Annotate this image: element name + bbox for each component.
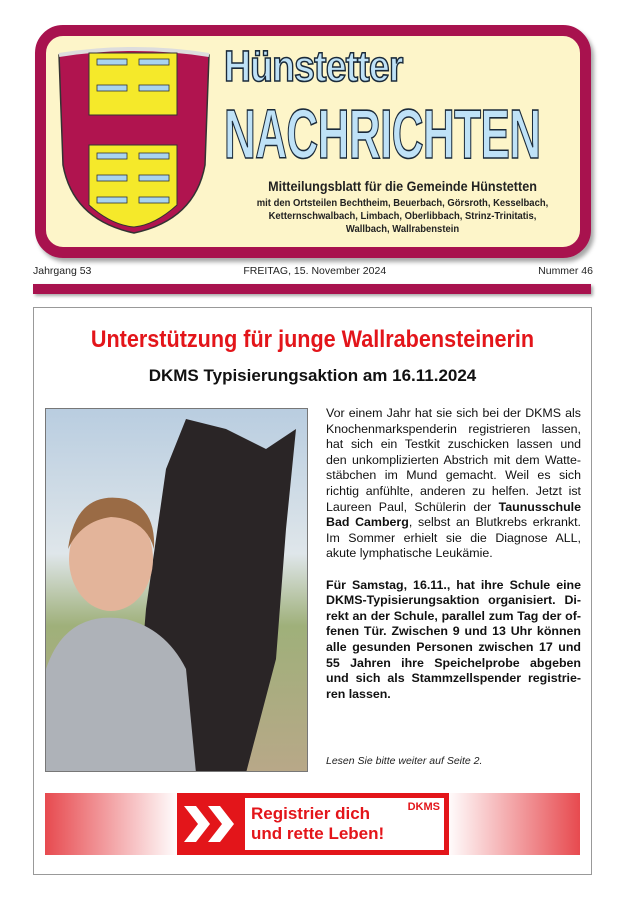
- article-line: Laureen Paul, Schülerin der Taunusschule: [326, 499, 581, 514]
- article-line: fenen Tür. Zwischen 9 und 13 Uhr können: [326, 624, 581, 639]
- issue-date: FREITAG, 15. November 2024: [243, 265, 387, 277]
- article-line: und sich als Stammzellspender registrie-: [326, 671, 581, 686]
- dkms-logo: DKMS: [407, 801, 440, 813]
- article-line: Vor einem Jahr hat sie sich bei der DKMS als: [326, 406, 581, 420]
- masthead-districts: Ketternschwalbach, Limbach, Oberlibbach, Strinz-Trinitatis,: [268, 210, 537, 222]
- article-line: akute lymphatische Leukämie.: [326, 546, 493, 561]
- coat-of-arms-icon: [55, 45, 213, 235]
- article-line: Knochenmarkspenderin registrieren lassen,: [326, 421, 581, 436]
- article-line: den unkomplizierten Abstrich mit dem Watte-: [326, 452, 581, 467]
- article-subheadline: DKMS Typisierungsaktion am 16.11.2024: [148, 366, 477, 385]
- masthead-districts: Wallbach, Wallrabenstein: [345, 223, 460, 235]
- article-line: DKMS-Typisierungsaktion organisiert. Di-: [326, 593, 581, 608]
- article-paragraph-bold: [326, 578, 581, 703]
- article-line: hat sich ein Testkit zuschicken lassen und: [326, 437, 581, 452]
- issue-number: Nummer 46: [538, 265, 593, 277]
- article-line: Für Samstag, 16.11., hat ihre Schule eine: [326, 577, 581, 592]
- article-line: Im Sommer erhielt sie die Diagnose ALL,: [326, 530, 581, 545]
- continued-note: Lesen Sie bitte weiter auf Seite 2.: [326, 755, 483, 767]
- article-photo: [45, 408, 308, 772]
- article-line: 55 Jahren ihre Speichelprobe abgeben: [326, 655, 581, 670]
- article-line: alle gesunden Personen zwischen 17 und: [326, 639, 581, 654]
- masthead-districts: mit den Ortsteilen Bechtheim, Beuerbach, Görsroth, Kesselbach,: [256, 197, 549, 209]
- masthead-subtitle: Mitteilungsblatt für die Gemeinde Hünstetten: [268, 178, 537, 194]
- article-headline: Unterstützung für junge Wallrabensteinerin: [90, 326, 535, 353]
- dkms-ad[interactable]: [177, 793, 449, 855]
- article-line: richtig anfühlte, anderen zu helfen. Jetzt ist: [326, 483, 581, 498]
- volume: Jahrgang 53: [33, 265, 92, 277]
- divider: [33, 284, 591, 294]
- article-line: stäbchen im Mund gemacht. Weil es sich: [326, 468, 581, 483]
- masthead-title-main: NACHRICHTEN: [224, 95, 541, 173]
- masthead-title: Hünstetter: [224, 42, 403, 91]
- chevrons-icon: [182, 798, 242, 850]
- article-line: ren lassen.: [326, 686, 391, 701]
- ad-text: Registrier dich: [251, 804, 371, 823]
- article-line: rekt an der Schule, parallel zum Tag der of-: [326, 608, 581, 623]
- issue-info: [33, 265, 593, 277]
- article-paragraph: [326, 406, 581, 562]
- article-line: Bad Camberg, selbst an Blutkrebs erkrankt.: [326, 515, 582, 530]
- ad-text: und rette Leben!: [251, 824, 385, 843]
- article-body: [326, 406, 581, 702]
